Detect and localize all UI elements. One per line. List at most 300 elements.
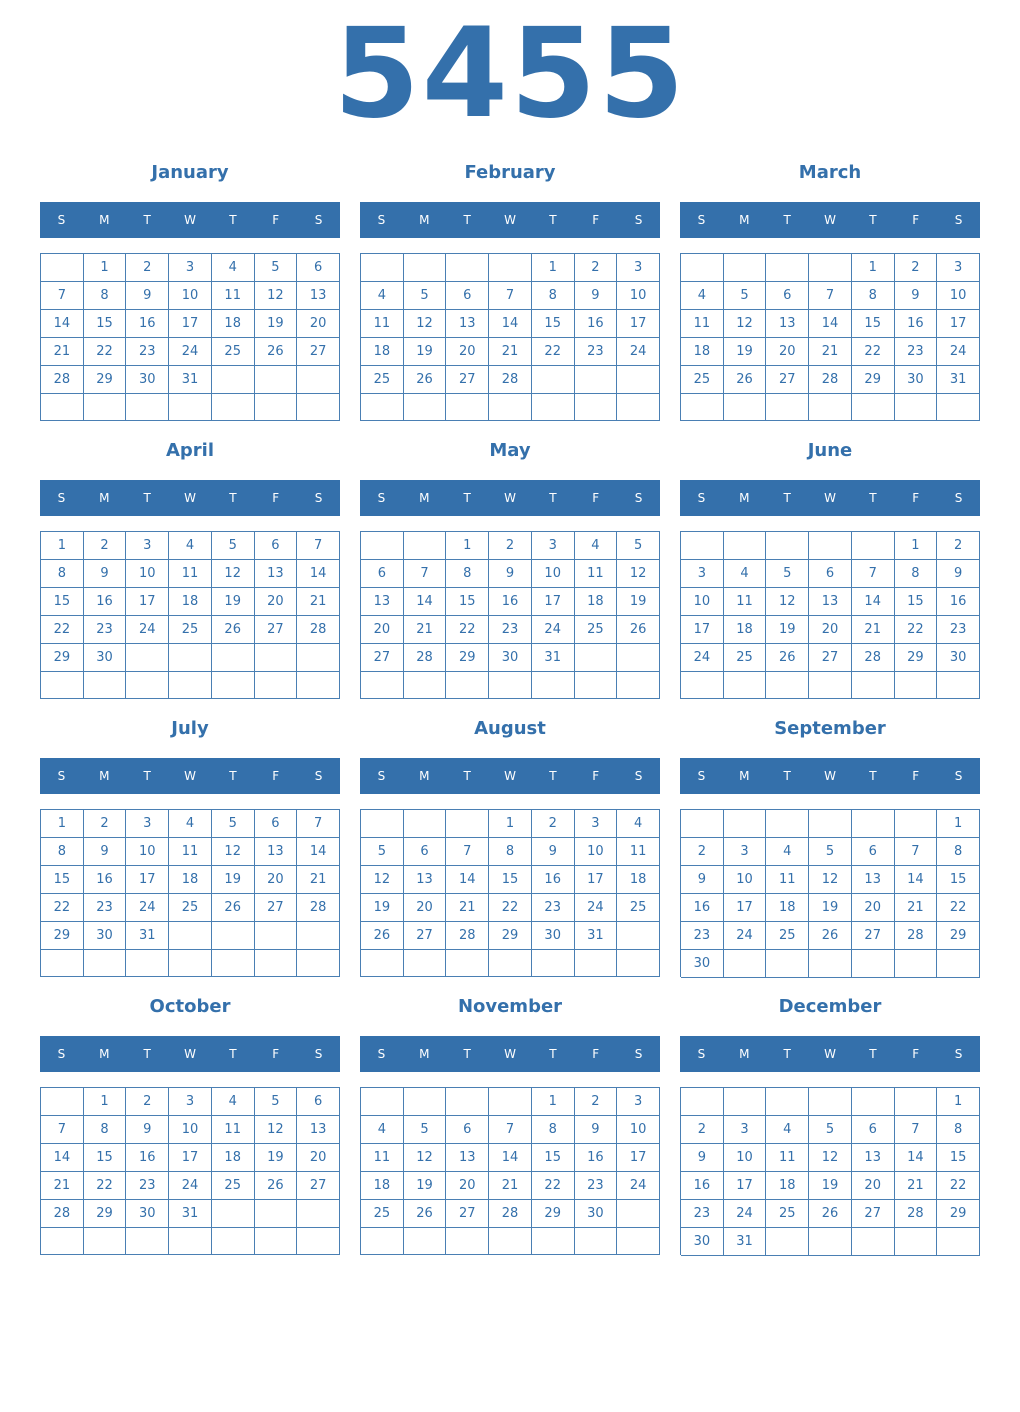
day-cell: 11 bbox=[575, 560, 618, 588]
day-cell: 26 bbox=[809, 1200, 852, 1228]
weekday-header bbox=[680, 1036, 980, 1072]
day-cell: 17 bbox=[724, 1172, 767, 1200]
empty-day-cell bbox=[255, 1200, 298, 1228]
empty-day-cell bbox=[169, 672, 212, 699]
weekday-label: T bbox=[463, 769, 471, 783]
day-cell: 27 bbox=[255, 894, 298, 922]
empty-day-cell bbox=[809, 810, 852, 838]
day-cell: 4 bbox=[169, 532, 212, 560]
day-cell: 10 bbox=[169, 1116, 212, 1144]
empty-day-cell bbox=[766, 1228, 809, 1256]
day-cell: 11 bbox=[617, 838, 660, 866]
empty-day-cell bbox=[532, 672, 575, 699]
day-cell: 11 bbox=[169, 838, 212, 866]
day-cell: 16 bbox=[895, 310, 938, 338]
empty-day-cell bbox=[852, 1088, 895, 1116]
weekday-label: W bbox=[504, 1047, 516, 1061]
day-cell: 17 bbox=[724, 894, 767, 922]
weekday-label: T bbox=[869, 213, 877, 227]
day-cell: 12 bbox=[766, 588, 809, 616]
empty-day-cell bbox=[255, 950, 298, 977]
weekday-label: T bbox=[229, 769, 237, 783]
day-cell: 5 bbox=[404, 1116, 447, 1144]
day-cell: 7 bbox=[852, 560, 895, 588]
day-cell: 14 bbox=[489, 310, 532, 338]
day-cell: 27 bbox=[404, 922, 447, 950]
day-cell: 9 bbox=[84, 560, 127, 588]
day-cell: 16 bbox=[937, 588, 980, 616]
day-cell: 17 bbox=[169, 1144, 212, 1172]
weekday-label: M bbox=[739, 491, 750, 505]
empty-day-cell bbox=[852, 672, 895, 699]
empty-day-cell bbox=[212, 366, 255, 394]
empty-day-cell bbox=[255, 394, 298, 421]
empty-day-cell bbox=[126, 394, 169, 421]
day-cell: 21 bbox=[895, 894, 938, 922]
day-cell: 29 bbox=[41, 644, 84, 672]
empty-day-cell bbox=[126, 644, 169, 672]
empty-day-cell bbox=[212, 672, 255, 699]
weekday-label: S bbox=[634, 1047, 643, 1061]
weekday-label: F bbox=[272, 213, 280, 227]
empty-day-cell bbox=[489, 394, 532, 421]
empty-day-cell bbox=[84, 672, 127, 699]
empty-day-cell bbox=[575, 672, 618, 699]
weekday-label: S bbox=[57, 769, 66, 783]
weekday-label: T bbox=[549, 1047, 557, 1061]
empty-day-cell bbox=[575, 950, 618, 977]
day-cell: 19 bbox=[361, 894, 404, 922]
day-cell: 25 bbox=[361, 366, 404, 394]
weekday-label: F bbox=[592, 1047, 600, 1061]
day-cell: 25 bbox=[169, 894, 212, 922]
day-cell: 13 bbox=[852, 1144, 895, 1172]
day-cell: 21 bbox=[297, 588, 340, 616]
day-cell: 12 bbox=[255, 282, 298, 310]
day-cell: 30 bbox=[937, 644, 980, 672]
day-cell: 15 bbox=[532, 1144, 575, 1172]
weekday-label: T bbox=[783, 491, 791, 505]
day-cell: 21 bbox=[297, 866, 340, 894]
empty-day-cell bbox=[575, 394, 618, 421]
day-cell: 5 bbox=[809, 838, 852, 866]
day-cell: 7 bbox=[446, 838, 489, 866]
day-cell: 12 bbox=[361, 866, 404, 894]
day-cell: 15 bbox=[84, 310, 127, 338]
day-cell: 20 bbox=[297, 1144, 340, 1172]
day-cell: 3 bbox=[169, 254, 212, 282]
weekday-label: W bbox=[504, 769, 516, 783]
day-cell: 20 bbox=[446, 1172, 489, 1200]
day-cell: 27 bbox=[297, 1172, 340, 1200]
empty-day-cell bbox=[446, 810, 489, 838]
day-cell: 2 bbox=[84, 532, 127, 560]
day-cell: 10 bbox=[681, 588, 724, 616]
empty-day-cell bbox=[895, 810, 938, 838]
day-cell: 1 bbox=[41, 810, 84, 838]
day-cell: 3 bbox=[937, 254, 980, 282]
day-cell: 18 bbox=[212, 310, 255, 338]
day-cell: 21 bbox=[41, 1172, 84, 1200]
day-cell: 30 bbox=[84, 922, 127, 950]
empty-day-cell bbox=[724, 810, 767, 838]
weekday-label: M bbox=[419, 491, 430, 505]
empty-day-cell bbox=[446, 394, 489, 421]
day-cell: 23 bbox=[681, 1200, 724, 1228]
day-cell: 2 bbox=[489, 532, 532, 560]
day-cell: 5 bbox=[361, 838, 404, 866]
day-cell: 9 bbox=[575, 1116, 618, 1144]
weekday-label: W bbox=[824, 213, 836, 227]
weekday-label: S bbox=[954, 213, 963, 227]
empty-day-cell bbox=[489, 672, 532, 699]
empty-day-cell bbox=[724, 254, 767, 282]
weekday-label: W bbox=[504, 491, 516, 505]
day-cell: 3 bbox=[724, 1116, 767, 1144]
day-cell: 11 bbox=[212, 1116, 255, 1144]
weekday-label: S bbox=[57, 1047, 66, 1061]
day-cell: 9 bbox=[126, 282, 169, 310]
day-cell: 25 bbox=[169, 616, 212, 644]
weekday-label: F bbox=[592, 491, 600, 505]
day-cell: 23 bbox=[575, 1172, 618, 1200]
day-cell: 24 bbox=[126, 894, 169, 922]
month-name: March bbox=[798, 162, 862, 183]
weekday-header bbox=[40, 758, 340, 794]
empty-day-cell bbox=[809, 672, 852, 699]
empty-day-cell bbox=[937, 672, 980, 699]
day-cell: 18 bbox=[617, 866, 660, 894]
empty-day-cell bbox=[617, 366, 660, 394]
day-cell: 28 bbox=[895, 922, 938, 950]
day-cell: 5 bbox=[255, 254, 298, 282]
day-cell: 29 bbox=[489, 922, 532, 950]
day-cell: 27 bbox=[766, 366, 809, 394]
day-cell: 6 bbox=[255, 532, 298, 560]
day-cell: 11 bbox=[766, 1144, 809, 1172]
day-cell: 6 bbox=[446, 1116, 489, 1144]
empty-day-cell bbox=[446, 254, 489, 282]
empty-day-cell bbox=[361, 532, 404, 560]
empty-day-cell bbox=[255, 672, 298, 699]
day-cell: 6 bbox=[361, 560, 404, 588]
day-cell: 15 bbox=[41, 588, 84, 616]
day-cell: 30 bbox=[681, 950, 724, 978]
empty-day-cell bbox=[895, 672, 938, 699]
weekday-header bbox=[680, 202, 980, 238]
day-cell: 13 bbox=[446, 310, 489, 338]
day-cell: 17 bbox=[575, 866, 618, 894]
day-cell: 24 bbox=[724, 922, 767, 950]
day-cell: 17 bbox=[617, 1144, 660, 1172]
day-cell: 7 bbox=[297, 810, 340, 838]
weekday-label: S bbox=[377, 213, 386, 227]
month-name: November bbox=[457, 996, 563, 1017]
day-cell: 24 bbox=[724, 1200, 767, 1228]
day-cell: 29 bbox=[937, 1200, 980, 1228]
day-cell: 27 bbox=[852, 922, 895, 950]
day-cell: 8 bbox=[937, 1116, 980, 1144]
day-cell: 15 bbox=[532, 310, 575, 338]
day-cell: 1 bbox=[532, 254, 575, 282]
empty-day-cell bbox=[617, 1200, 660, 1228]
day-cell: 10 bbox=[532, 560, 575, 588]
empty-day-cell bbox=[809, 1228, 852, 1256]
day-grid bbox=[360, 531, 660, 699]
month-name: July bbox=[171, 718, 209, 739]
day-cell: 12 bbox=[255, 1116, 298, 1144]
empty-day-cell bbox=[126, 950, 169, 977]
day-cell: 17 bbox=[681, 616, 724, 644]
day-cell: 8 bbox=[41, 560, 84, 588]
day-cell: 21 bbox=[809, 338, 852, 366]
day-cell: 22 bbox=[532, 1172, 575, 1200]
day-cell: 18 bbox=[361, 1172, 404, 1200]
day-cell: 12 bbox=[212, 560, 255, 588]
weekday-label: T bbox=[549, 769, 557, 783]
weekday-label: S bbox=[697, 1047, 706, 1061]
day-cell: 9 bbox=[681, 866, 724, 894]
day-cell: 26 bbox=[766, 644, 809, 672]
day-cell: 23 bbox=[84, 616, 127, 644]
day-cell: 8 bbox=[446, 560, 489, 588]
day-cell: 13 bbox=[852, 866, 895, 894]
day-cell: 25 bbox=[361, 1200, 404, 1228]
empty-day-cell bbox=[937, 1228, 980, 1256]
day-cell: 19 bbox=[809, 1172, 852, 1200]
day-cell: 8 bbox=[41, 838, 84, 866]
day-cell: 6 bbox=[297, 1088, 340, 1116]
day-cell: 17 bbox=[532, 588, 575, 616]
empty-day-cell bbox=[489, 1088, 532, 1116]
day-cell: 20 bbox=[446, 338, 489, 366]
day-cell: 4 bbox=[212, 254, 255, 282]
empty-day-cell bbox=[404, 672, 447, 699]
weekday-header bbox=[40, 480, 340, 516]
day-cell: 15 bbox=[84, 1144, 127, 1172]
day-cell: 13 bbox=[255, 838, 298, 866]
day-cell: 28 bbox=[489, 366, 532, 394]
day-cell: 11 bbox=[681, 310, 724, 338]
empty-day-cell bbox=[852, 1228, 895, 1256]
day-cell: 13 bbox=[404, 866, 447, 894]
weekday-label: S bbox=[377, 1047, 386, 1061]
day-cell: 27 bbox=[809, 644, 852, 672]
weekday-label: M bbox=[419, 769, 430, 783]
empty-day-cell bbox=[255, 1228, 298, 1255]
day-cell: 26 bbox=[361, 922, 404, 950]
weekday-label: T bbox=[869, 769, 877, 783]
day-cell: 12 bbox=[724, 310, 767, 338]
day-cell: 3 bbox=[126, 532, 169, 560]
empty-day-cell bbox=[766, 810, 809, 838]
day-cell: 23 bbox=[126, 338, 169, 366]
day-cell: 16 bbox=[489, 588, 532, 616]
empty-day-cell bbox=[489, 1228, 532, 1255]
day-cell: 30 bbox=[575, 1200, 618, 1228]
day-cell: 27 bbox=[446, 1200, 489, 1228]
empty-day-cell bbox=[575, 366, 618, 394]
day-cell: 24 bbox=[169, 338, 212, 366]
weekday-label: M bbox=[419, 1047, 430, 1061]
empty-day-cell bbox=[852, 810, 895, 838]
day-cell: 31 bbox=[575, 922, 618, 950]
day-cell: 14 bbox=[852, 588, 895, 616]
empty-day-cell bbox=[212, 394, 255, 421]
day-cell: 4 bbox=[766, 1116, 809, 1144]
empty-day-cell bbox=[404, 532, 447, 560]
day-cell: 29 bbox=[446, 644, 489, 672]
day-cell: 23 bbox=[489, 616, 532, 644]
day-cell: 24 bbox=[532, 616, 575, 644]
weekday-label: S bbox=[314, 769, 323, 783]
day-cell: 25 bbox=[724, 644, 767, 672]
day-cell: 18 bbox=[681, 338, 724, 366]
day-cell: 22 bbox=[84, 1172, 127, 1200]
weekday-label: S bbox=[954, 769, 963, 783]
day-cell: 12 bbox=[617, 560, 660, 588]
day-cell: 22 bbox=[446, 616, 489, 644]
day-cell: 16 bbox=[126, 310, 169, 338]
day-cell: 22 bbox=[489, 894, 532, 922]
day-cell: 6 bbox=[255, 810, 298, 838]
day-cell: 23 bbox=[895, 338, 938, 366]
empty-day-cell bbox=[404, 394, 447, 421]
day-cell: 14 bbox=[809, 310, 852, 338]
day-cell: 3 bbox=[575, 810, 618, 838]
weekday-label: T bbox=[549, 213, 557, 227]
day-cell: 10 bbox=[617, 282, 660, 310]
day-cell: 22 bbox=[937, 1172, 980, 1200]
day-cell: 5 bbox=[255, 1088, 298, 1116]
day-cell: 5 bbox=[404, 282, 447, 310]
empty-day-cell bbox=[852, 394, 895, 421]
day-cell: 28 bbox=[852, 644, 895, 672]
empty-day-cell bbox=[724, 1088, 767, 1116]
day-cell: 6 bbox=[446, 282, 489, 310]
day-cell: 13 bbox=[255, 560, 298, 588]
day-cell: 14 bbox=[404, 588, 447, 616]
empty-day-cell bbox=[575, 1228, 618, 1255]
day-cell: 4 bbox=[169, 810, 212, 838]
day-cell: 26 bbox=[724, 366, 767, 394]
weekday-label: S bbox=[697, 769, 706, 783]
day-cell: 30 bbox=[681, 1228, 724, 1256]
weekday-label: S bbox=[57, 491, 66, 505]
day-cell: 4 bbox=[361, 282, 404, 310]
day-cell: 13 bbox=[446, 1144, 489, 1172]
weekday-label: W bbox=[184, 769, 196, 783]
empty-day-cell bbox=[212, 922, 255, 950]
day-cell: 8 bbox=[532, 282, 575, 310]
day-cell: 1 bbox=[937, 1088, 980, 1116]
day-cell: 27 bbox=[255, 616, 298, 644]
day-grid bbox=[40, 809, 340, 977]
empty-day-cell bbox=[212, 1200, 255, 1228]
empty-day-cell bbox=[297, 644, 340, 672]
day-cell: 18 bbox=[169, 588, 212, 616]
day-cell: 9 bbox=[84, 838, 127, 866]
day-grid bbox=[40, 1087, 340, 1255]
empty-day-cell bbox=[809, 394, 852, 421]
day-cell: 17 bbox=[126, 588, 169, 616]
empty-day-cell bbox=[169, 394, 212, 421]
weekday-label: M bbox=[99, 491, 110, 505]
day-cell: 14 bbox=[895, 866, 938, 894]
weekday-label: W bbox=[184, 1047, 196, 1061]
day-grid bbox=[360, 809, 660, 977]
day-cell: 19 bbox=[404, 1172, 447, 1200]
empty-day-cell bbox=[766, 950, 809, 978]
day-cell: 15 bbox=[446, 588, 489, 616]
day-cell: 11 bbox=[169, 560, 212, 588]
weekday-label: S bbox=[697, 213, 706, 227]
day-cell: 13 bbox=[766, 310, 809, 338]
day-cell: 2 bbox=[681, 838, 724, 866]
empty-day-cell bbox=[404, 1088, 447, 1116]
day-cell: 6 bbox=[852, 838, 895, 866]
weekday-label: F bbox=[912, 769, 920, 783]
day-cell: 17 bbox=[126, 866, 169, 894]
empty-day-cell bbox=[766, 532, 809, 560]
day-cell: 30 bbox=[532, 922, 575, 950]
day-cell: 2 bbox=[895, 254, 938, 282]
day-cell: 26 bbox=[809, 922, 852, 950]
empty-day-cell bbox=[297, 366, 340, 394]
day-cell: 21 bbox=[895, 1172, 938, 1200]
empty-day-cell bbox=[724, 672, 767, 699]
day-cell: 1 bbox=[446, 532, 489, 560]
empty-day-cell bbox=[212, 1228, 255, 1255]
day-cell: 24 bbox=[617, 338, 660, 366]
month-name: May bbox=[489, 440, 531, 461]
day-cell: 15 bbox=[895, 588, 938, 616]
empty-day-cell bbox=[297, 672, 340, 699]
day-cell: 26 bbox=[255, 1172, 298, 1200]
empty-day-cell bbox=[212, 644, 255, 672]
day-cell: 1 bbox=[84, 254, 127, 282]
weekday-header bbox=[360, 758, 660, 794]
day-cell: 31 bbox=[126, 922, 169, 950]
day-cell: 30 bbox=[126, 1200, 169, 1228]
empty-day-cell bbox=[724, 950, 767, 978]
month-name: June bbox=[807, 440, 853, 461]
day-cell: 13 bbox=[297, 282, 340, 310]
day-cell: 1 bbox=[84, 1088, 127, 1116]
empty-day-cell bbox=[937, 950, 980, 978]
weekday-label: T bbox=[783, 1047, 791, 1061]
day-cell: 10 bbox=[617, 1116, 660, 1144]
day-cell: 4 bbox=[361, 1116, 404, 1144]
day-cell: 4 bbox=[212, 1088, 255, 1116]
empty-day-cell bbox=[617, 1228, 660, 1255]
day-cell: 1 bbox=[937, 810, 980, 838]
day-cell: 30 bbox=[126, 366, 169, 394]
day-cell: 28 bbox=[404, 644, 447, 672]
day-cell: 20 bbox=[255, 588, 298, 616]
weekday-label: M bbox=[739, 1047, 750, 1061]
weekday-label: W bbox=[824, 1047, 836, 1061]
empty-day-cell bbox=[41, 672, 84, 699]
day-cell: 31 bbox=[532, 644, 575, 672]
day-cell: 21 bbox=[446, 894, 489, 922]
day-cell: 15 bbox=[489, 866, 532, 894]
day-cell: 14 bbox=[41, 310, 84, 338]
weekday-label: W bbox=[824, 491, 836, 505]
day-cell: 9 bbox=[575, 282, 618, 310]
day-cell: 22 bbox=[852, 338, 895, 366]
weekday-label: F bbox=[592, 769, 600, 783]
